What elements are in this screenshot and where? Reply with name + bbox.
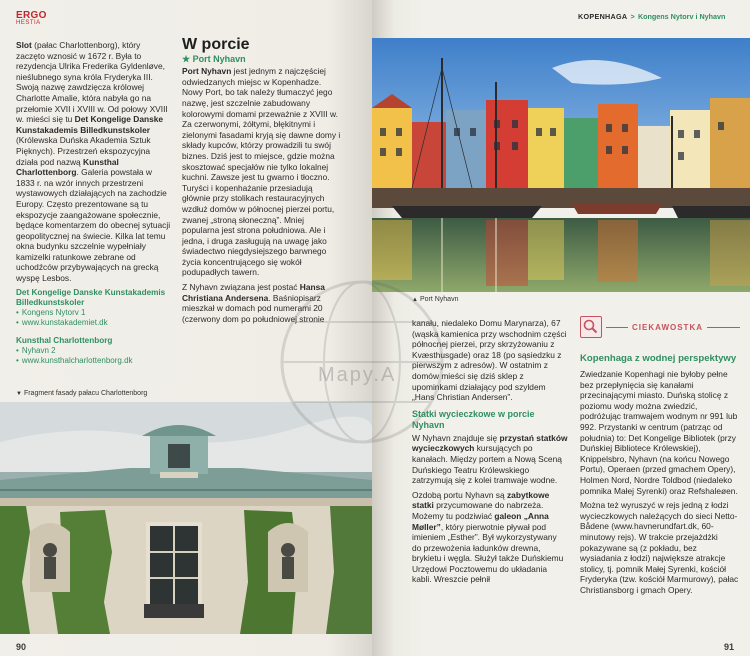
bold-text: Det Kongelige Danske Kunstakademis Billedkunstskoler [16, 114, 164, 135]
caption-arrow-icon: ▼ [16, 391, 22, 397]
photo-charlottenborg [0, 402, 372, 634]
photo-nyhavn [372, 38, 750, 292]
logo-ergo: ERGO [16, 10, 47, 21]
right-page [372, 0, 750, 656]
box-label: CIEKAWOSTKA [628, 323, 707, 332]
logo-hestia: HESTIA [16, 20, 41, 26]
paragraph: Zwiedzanie Kopenhagi nie byłoby pełne bez przepłynięcia się kanałami przecinającymi miasto. Duńską stolicę z poziomu wody można zwiedzić, podróżując tramwajem wodnym nr 991 lub 992. Przystanki w centrum (patrząc od południa) to: Det Kongelige Bibliotek (przy Duńskiej Bibliotece Królewskiej), Knippelsbro, Nyhavn (na końcu Nowego Portu), Operaen (przed gmachem Opery), Holmen Nord, Nordre Toldbod (niedaleko pomnika Małej Syrenki) oraz Refshaleøen. [580, 369, 738, 496]
header-separator: > [630, 12, 635, 21]
box-headline: Kopenhaga z wodnej perspektywy [580, 353, 737, 364]
caption-arrow-icon: ▲ [412, 297, 418, 303]
header-city: KOPENHAGA [578, 12, 628, 21]
section-title: W porcie [182, 36, 250, 53]
running-header [578, 12, 725, 21]
ciekawostka-header [580, 316, 740, 342]
nyhavn-harbour-image [372, 38, 750, 292]
paragraph: Można też wyruszyć w rejs jedną z łodzi wycieczkowych należących do sieci Netto-Bådene (www.havnerundfart.dk, 60-minutowy rejs). W trakcie przejażdżki pokazywane są (z pokładu, bez wysiadania z łodzi) największe atrakcje stolicy, tj. pomnik Małej Syrenki, kościół Fryderyka (tzw. kościół Marmurowy), pałac Christiansborg i gmach Opery. [580, 500, 739, 595]
info-title: Det Kongelige Danske Kunstakademis Billedkunstskoler [16, 287, 166, 307]
page-number: 90 [16, 642, 27, 652]
info-title: Kunsthal Charlottenborg [16, 335, 113, 345]
left-page [0, 0, 372, 656]
photo-caption: ▼ Fragment fasady pałacu Charlottenborg [16, 390, 148, 397]
left-column-2 [182, 36, 342, 328]
bold-text: Kunsthal Charlottenborg [16, 156, 119, 178]
info-block-kunsthal [16, 336, 171, 366]
text: (Królewska Duńska Akademia Sztuk Pięknych). Przestrzeń ekspozycyjna działa pod nazwą [16, 135, 151, 167]
watermark-text: Mapy.A [318, 364, 397, 386]
info-link[interactable]: • www.kunstakademiet.dk [16, 317, 108, 327]
bold-text: Slot [16, 40, 32, 50]
photo-caption: ▲ Port Nyhavn [412, 296, 459, 303]
magnifier-icon [580, 316, 602, 338]
paragraph: Z Nyhavn związana jest postać Hansa Christiana Andersena. Baśniopisarz mieszkał w domach pod numerami 20 (czerwony dom po południowej stronie [182, 282, 325, 324]
info-line: • Kongens Nytorv 1 [16, 307, 86, 317]
palace-facade-image [0, 402, 372, 634]
publisher-logo [16, 10, 47, 26]
paragraph [16, 40, 171, 284]
info-line: • Nyhavn 2 [16, 345, 56, 355]
info-link[interactable]: • www.kunsthalcharlottenborg.dk [16, 355, 133, 365]
paragraph: kanału, niedaleko Domu Marynarza), 67 (wąska kamienica przy wschodnim części północnej pierzei, przy skrzyżowaniu z Kvæsthusgade) oraz 18 (po sąsiedzku z pierwszym z adresów). W ostatnim z domów mieści się dziś sklep z upominkami działający pod szyldem „Hans Christian Andersen”. [412, 318, 567, 403]
page-number: 91 [724, 642, 735, 652]
info-block-academy [16, 288, 171, 328]
right-column-1 [412, 318, 568, 589]
paragraph: W Nyhavn znajduje się przystań statków wycieczkowych kursujących po kanałach. Między portem a Nową Sceną Duńskiego Teatru Królewskiego zatrzymują się z kolei tramwaje wodne. [412, 432, 568, 486]
left-column-1 [16, 40, 171, 366]
text: . Galeria powstała w 1833 r. na wzór innych przestrzeni wystawowych działających na zachodzie Europy. Często prezentowane są tu ekspozycje zaangażowane społecznie, będące komentarzem do obecnej sytuacji geopolitycznej na świecie. Kilka lat temu okna budynku szczelnie wypełniały kamizelki ratunkowe zebrane od uchodźców przybywających na grecką wyspę Lesbos. [16, 167, 171, 284]
text: (pałac Charlottenborg), który zaczęto wznosić w 1672 r. Była to rezydencja Ulrika Frederika Gyldenløve, nieślubnego syna króla Fryderyka III. Swoją nazwę zawdzięcza królowej Charlotte Amalie, która nabyła go na przełomie XVII i XVIII w. Od połowy XVIII w. mieści się tu [16, 40, 168, 125]
subheading: ★ Port Nyhavn [182, 53, 246, 64]
header-section: Kongens Nytorv i Nyhavn [637, 12, 726, 21]
paragraph: Ozdobą portu Nyhavn są zabytkowe statki przycumowane do nabrzeża. Możemy tu podziwiać galeon „Anna Møller”, który pierwotnie pływał pod imieniem „Esther”. Był wykorzystywany do przewożenia ładunków drewna, brykietu i węgla. Służył także Duńskiemu Urzędowi Pocztowemu do układania kabli. Wreszcie pełnił [412, 489, 564, 585]
paragraph: Port Nyhavn jest jednym z najczęściej odwiedzanych miejsc w Kopenhadze. Nowy Port, bo tak należy tłumaczyć jego nazwę, jest szczelnie zabudowany kolorowymi domami przeważnie z XVIII w. Za czerwonymi, żółtymi, błękitnymi i zielonymi fasadami kryją się dawne domy i składy kupców, którzy prowadzili tu swój biznes. Dziś jest to miejsce, gdzie można skosztować specjałów nie tylko lokalnej kuchni. Zawsze jest tu gwarno i tłoczno. Turyści i kopenhażanie przesiadują głównie przy stolikach restauracyjnych wzdłuż domów w północnej pierzei portu, zwanej „stroną słoneczną”. Mniej popularna jest strona południowa. Ale i jedna, i druga zasługują na uwagę jako świadectwo niegdysiejszego barwnego życia koncentrującego się wokół podupadłych tawern. [182, 66, 341, 278]
star-icon: ★ [182, 53, 193, 64]
subheading: Statki wycieczkowe w porcie Nyhavn [412, 408, 535, 430]
right-column-2 [580, 353, 740, 599]
